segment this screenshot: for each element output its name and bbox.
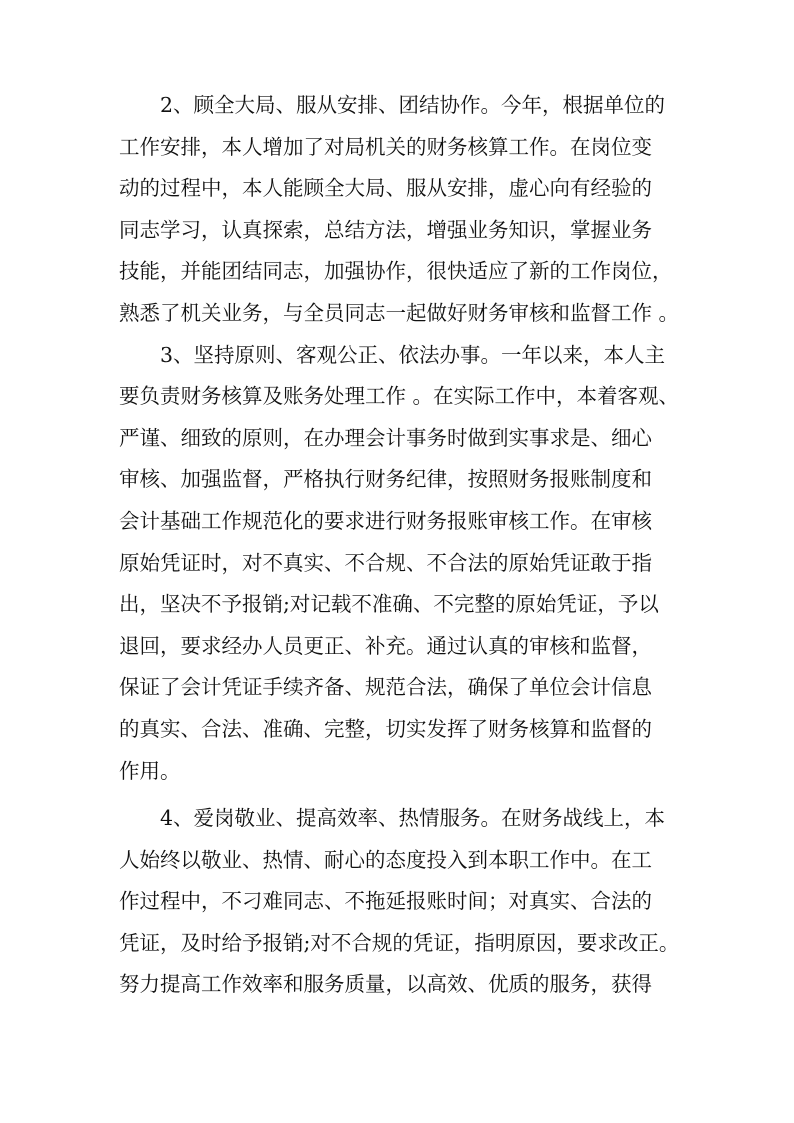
text-line: 出，坚决不予报销;对记载不准确、不完整的原始凭证，予以	[119, 592, 659, 617]
text-line: 3、坚持原则、客观公正、依法办事。一年以来，本人主	[160, 342, 666, 367]
text-line: 作用。	[119, 758, 181, 783]
paragraph-4	[119, 798, 679, 1006]
text-line: 技能，并能团结同志，加强协作，很快适应了新的工作岗位，	[119, 259, 673, 284]
text-line: 2、顾全大局、服从安排、团结协作。今年，根据单位的	[160, 93, 666, 117]
paragraph-2	[119, 85, 679, 335]
text-line: 凭证，及时给予报销;对不合规的凭证，指明原因，要求改正。	[119, 930, 680, 955]
paragraph-3	[119, 335, 679, 793]
text-line: 熟悉了机关业务，与全员同志一起做好财务审核和监督工作 。	[119, 300, 680, 325]
text-line: 会计基础工作规范化的要求进行财务报账审核工作。在审核	[119, 508, 652, 533]
text-line: 努力提高工作效率和服务质量，以高效、优质的服务，获得	[119, 972, 652, 997]
text-line: 人始终以敬业、热情、耐心的态度投入到本职工作中。在工	[119, 847, 652, 872]
text-line: 4、爱岗敬业、提高效率、热情服务。在财务战线上，本	[160, 806, 666, 831]
text-line: 的真实、合法、准确、完整，切实发挥了财务核算和监督的	[119, 716, 652, 741]
text-line: 动的过程中，本人能顾全大局、服从安排，虚心向有经验的	[119, 176, 652, 201]
document-body	[119, 85, 679, 1006]
text-line: 严谨、细致的原则，在办理会计事务时做到实事求是、细心	[119, 425, 652, 450]
text-line: 要负责财务核算及账务处理工作 。在实际工作中，本着客观、	[119, 384, 680, 409]
text-line: 工作安排，本人增加了对局机关的财务核算工作。在岗位变	[119, 134, 652, 159]
text-line: 审核、加强监督，严格执行财务纪律，按照财务报账制度和	[119, 467, 652, 492]
text-line: 同志学习，认真探索，总结方法，增强业务知识，掌握业务	[119, 217, 652, 242]
text-line: 退回，要求经办人员更正、补充。通过认真的审核和监督，	[119, 633, 652, 658]
text-line: 保证了会计凭证手续齐备、规范合法，确保了单位会计信息	[119, 675, 652, 700]
text-line: 原始凭证时，对不真实、不合规、不合法的原始凭证敢于指	[119, 550, 652, 575]
text-line: 作过程中，不刁难同志、不拖延报账时间；对真实、合法的	[119, 889, 652, 914]
